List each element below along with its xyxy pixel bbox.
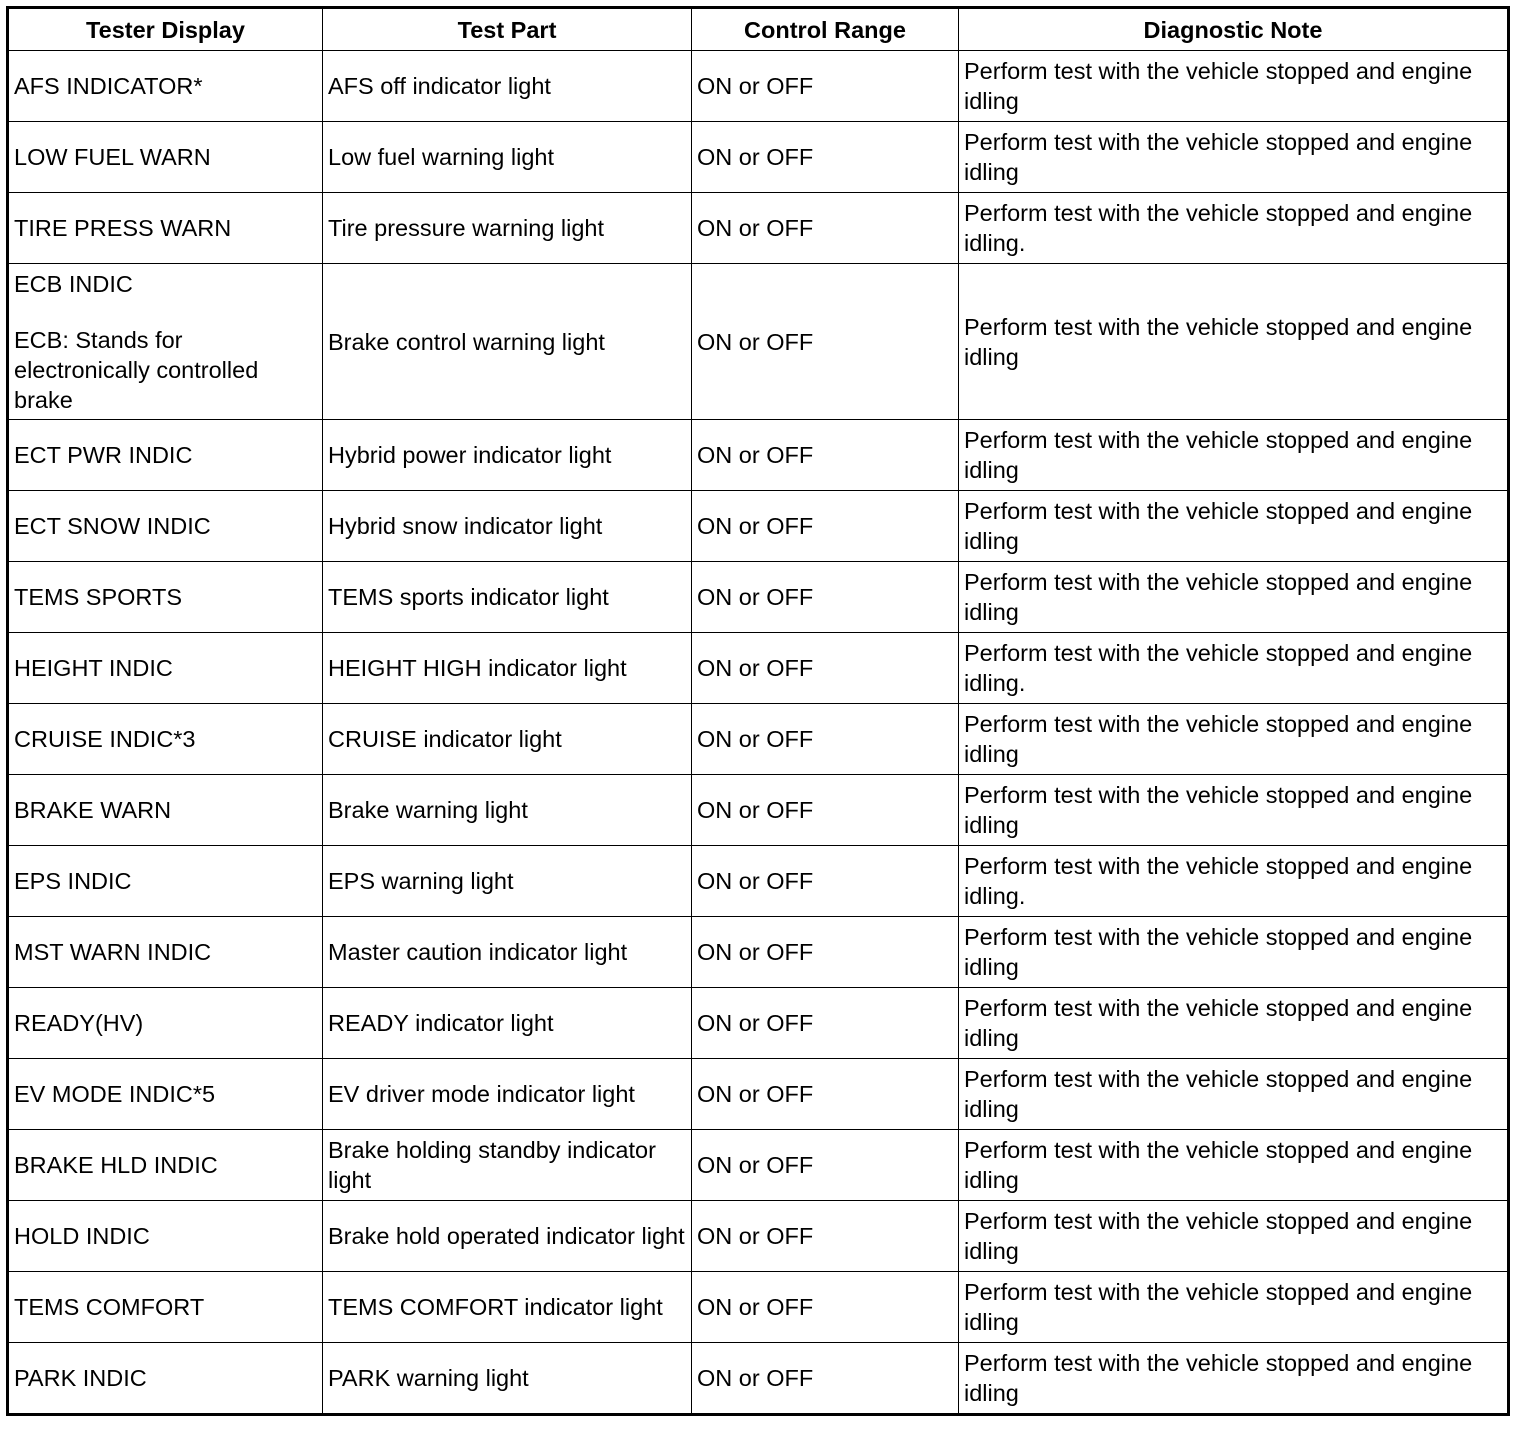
table-row [8,1201,1509,1272]
cell-tester-display [8,562,323,633]
cell-diagnostic-note [959,1059,1509,1130]
cell-test-part-text: READY indicator light [328,1010,554,1036]
cell-diagnostic-note-text: Perform test with the vehicle stopped and engine idling [964,569,1473,625]
cell-control-range-text: ON or OFF [697,1365,814,1391]
cell-tester-display [8,491,323,562]
table-row [8,51,1509,122]
cell-test-part-text: Tire pressure warning light [328,215,605,241]
table-row [8,122,1509,193]
table-row [8,917,1509,988]
cell-tester-display [8,1343,323,1415]
cell-control-range [692,988,959,1059]
cell-tester-display [8,193,323,264]
cell-diagnostic-note-text: Perform test with the vehicle stopped and engine idling [964,782,1473,838]
cell-test-part-text: PARK warning light [328,1365,529,1391]
cell-test-part [323,1343,692,1415]
table-container [6,6,1507,1416]
cell-diagnostic-note-text: Perform test with the vehicle stopped and engine idling [964,1137,1473,1193]
tester-display-label: LOW FUEL WARN [14,144,211,170]
tester-display-label: PARK INDIC [14,1365,147,1391]
header-tester-display: Tester Display [8,8,323,51]
cell-control-range [692,1059,959,1130]
cell-control-range-text: ON or OFF [697,1294,814,1320]
cell-diagnostic-note [959,1272,1509,1343]
cell-diagnostic-note-text: Perform test with the vehicle stopped and engine idling [964,498,1473,554]
cell-tester-display [8,775,323,846]
cell-test-part [323,775,692,846]
cell-test-part-text: Hybrid snow indicator light [328,513,603,539]
table-row [8,988,1509,1059]
cell-diagnostic-note-text: Perform test with the vehicle stopped and engine idling [964,1208,1473,1264]
cell-control-range-text: ON or OFF [697,73,814,99]
cell-diagnostic-note [959,633,1509,704]
cell-tester-display [8,122,323,193]
cell-control-range-text: ON or OFF [697,1010,814,1036]
header-diagnostic-note: Diagnostic Note [959,8,1509,51]
cell-tester-display [8,1059,323,1130]
cell-diagnostic-note [959,122,1509,193]
tester-display-label: EV MODE INDIC*5 [14,1081,216,1107]
cell-diagnostic-note-text: Perform test with the vehicle stopped and engine idling. [964,640,1473,696]
cell-control-range [692,420,959,491]
cell-test-part-text: Low fuel warning light [328,144,554,170]
tester-display-label: HOLD INDIC [14,1223,150,1249]
cell-control-range-text: ON or OFF [697,868,814,894]
table-row [8,193,1509,264]
tester-display-label: HEIGHT INDIC [14,655,173,681]
table-row [8,846,1509,917]
cell-test-part-text: TEMS COMFORT indicator light [328,1294,663,1320]
tester-display-label: TEMS COMFORT [14,1294,205,1320]
cell-tester-display [8,420,323,491]
cell-control-range [692,1272,959,1343]
cell-control-range [692,1201,959,1272]
cell-diagnostic-note [959,704,1509,775]
cell-control-range-text: ON or OFF [697,1223,814,1249]
cell-test-part-text: Brake control warning light [328,328,605,355]
cell-diagnostic-note-text: Perform test with the vehicle stopped and engine idling. [964,853,1473,909]
tester-display-label: ECT PWR INDIC [14,442,193,468]
cell-test-part [323,1059,692,1130]
table-row [8,704,1509,775]
cell-test-part [323,122,692,193]
cell-test-part-text: Brake hold operated indicator light [328,1223,685,1249]
table-row [8,633,1509,704]
cell-test-part [323,1130,692,1201]
table-body [8,51,1509,1415]
cell-diagnostic-note-text: Perform test with the vehicle stopped and engine idling [964,711,1473,767]
cell-tester-display [8,1201,323,1272]
cell-control-range-text: ON or OFF [697,726,814,752]
header-row [8,8,1509,51]
cell-control-range [692,122,959,193]
cell-tester-display [8,917,323,988]
cell-test-part-text: HEIGHT HIGH indicator light [328,655,627,681]
cell-test-part [323,633,692,704]
cell-diagnostic-note [959,51,1509,122]
cell-tester-display [8,633,323,704]
cell-test-part [323,491,692,562]
cell-diagnostic-note-text: Perform test with the vehicle stopped and engine idling [964,58,1473,114]
tester-display-label: TEMS SPORTS [14,584,183,610]
cell-test-part-text: AFS off indicator light [328,73,551,99]
tester-display-label: CRUISE INDIC*3 [14,726,196,752]
cell-diagnostic-note-text: Perform test with the vehicle stopped and engine idling [964,995,1473,1051]
cell-test-part [323,846,692,917]
cell-control-range-text: ON or OFF [697,655,814,681]
cell-test-part [323,1272,692,1343]
cell-control-range-text: ON or OFF [697,584,814,610]
cell-control-range [692,633,959,704]
table-row [8,1343,1509,1415]
diagnostic-table [6,6,1510,1416]
cell-test-part-text: TEMS sports indicator light [328,584,609,610]
cell-diagnostic-note [959,917,1509,988]
cell-diagnostic-note [959,264,1509,420]
cell-diagnostic-note [959,846,1509,917]
cell-diagnostic-note [959,562,1509,633]
cell-diagnostic-note-text: Perform test with the vehicle stopped and engine idling [964,1279,1473,1335]
table-row [8,1272,1509,1343]
cell-control-range-text: ON or OFF [697,939,814,965]
cell-test-part [323,420,692,491]
cell-control-range-text: ON or OFF [697,1081,814,1107]
cell-diagnostic-note-text: Perform test with the vehicle stopped and engine idling [964,924,1473,980]
table-row [8,491,1509,562]
tester-display-label: BRAKE HLD INDIC [14,1152,218,1178]
cell-test-part [323,988,692,1059]
cell-test-part-text: Master caution indicator light [328,939,628,965]
cell-control-range [692,264,959,420]
cell-tester-display [8,846,323,917]
cell-diagnostic-note [959,988,1509,1059]
tester-display-label: EPS INDIC [14,868,132,894]
cell-test-part-text: EV driver mode indicator light [328,1081,635,1107]
cell-control-range [692,51,959,122]
cell-test-part [323,1201,692,1272]
cell-control-range-text: ON or OFF [697,1152,814,1178]
cell-tester-display [8,988,323,1059]
cell-tester-display [8,264,323,420]
cell-tester-display [8,1130,323,1201]
cell-control-range [692,917,959,988]
cell-test-part-text: CRUISE indicator light [328,726,562,752]
cell-test-part-text: Brake warning light [328,797,528,823]
cell-test-part [323,193,692,264]
cell-tester-display [8,51,323,122]
cell-control-range-text: ON or OFF [697,215,814,241]
cell-control-range-text: ON or OFF [697,797,814,823]
table-row [8,1059,1509,1130]
tester-display-label: AFS INDICATOR* [14,73,203,99]
cell-test-part [323,562,692,633]
cell-control-range [692,1343,959,1415]
table-row [8,1130,1509,1201]
cell-diagnostic-note-text: Perform test with the vehicle stopped and engine idling [964,129,1473,185]
cell-control-range-text: ON or OFF [697,144,814,170]
cell-diagnostic-note-text: Perform test with the vehicle stopped and engine idling [964,427,1473,483]
cell-test-part-text: Hybrid power indicator light [328,442,612,468]
table-row [8,775,1509,846]
cell-tester-display [8,704,323,775]
tester-display-label: ECB INDIC [14,270,133,297]
header-test-part: Test Part [323,8,692,51]
cell-test-part-text: Brake holding standby indicator light [328,1137,656,1193]
cell-diagnostic-note [959,1130,1509,1201]
cell-test-part [323,51,692,122]
cell-diagnostic-note-text: Perform test with the vehicle stopped and engine idling [964,313,1473,370]
tester-display-label: ECT SNOW INDIC [14,513,211,539]
cell-diagnostic-note [959,775,1509,846]
cell-diagnostic-note [959,491,1509,562]
tester-display-label: MST WARN INDIC [14,939,212,965]
tester-display-label: READY(HV) [14,1010,144,1036]
cell-test-part-text: EPS warning light [328,868,514,894]
tester-display-label: TIRE PRESS WARN [14,215,232,241]
table-row [8,562,1509,633]
cell-control-range [692,846,959,917]
cell-diagnostic-note [959,420,1509,491]
table-row [8,420,1509,491]
cell-control-range [692,775,959,846]
table-row [8,264,1509,420]
cell-diagnostic-note [959,1201,1509,1272]
cell-control-range-text: ON or OFF [697,328,814,355]
cell-control-range-text: ON or OFF [697,442,814,468]
tester-display-label: BRAKE WARN [14,797,172,823]
tester-display-footnote: ECB: Stands for electronically controlled brake [14,326,259,413]
cell-control-range-text: ON or OFF [697,513,814,539]
cell-test-part [323,917,692,988]
cell-control-range [692,1130,959,1201]
cell-control-range [692,193,959,264]
cell-diagnostic-note [959,1343,1509,1415]
cell-control-range [692,704,959,775]
cell-diagnostic-note [959,193,1509,264]
cell-control-range [692,491,959,562]
cell-diagnostic-note-text: Perform test with the vehicle stopped and engine idling [964,1066,1473,1122]
cell-tester-display [8,1272,323,1343]
cell-diagnostic-note-text: Perform test with the vehicle stopped and engine idling. [964,200,1473,256]
cell-control-range [692,562,959,633]
cell-test-part [323,264,692,420]
cell-test-part [323,704,692,775]
cell-diagnostic-note-text: Perform test with the vehicle stopped and engine idling [964,1350,1473,1406]
header-control-range: Control Range [692,8,959,51]
